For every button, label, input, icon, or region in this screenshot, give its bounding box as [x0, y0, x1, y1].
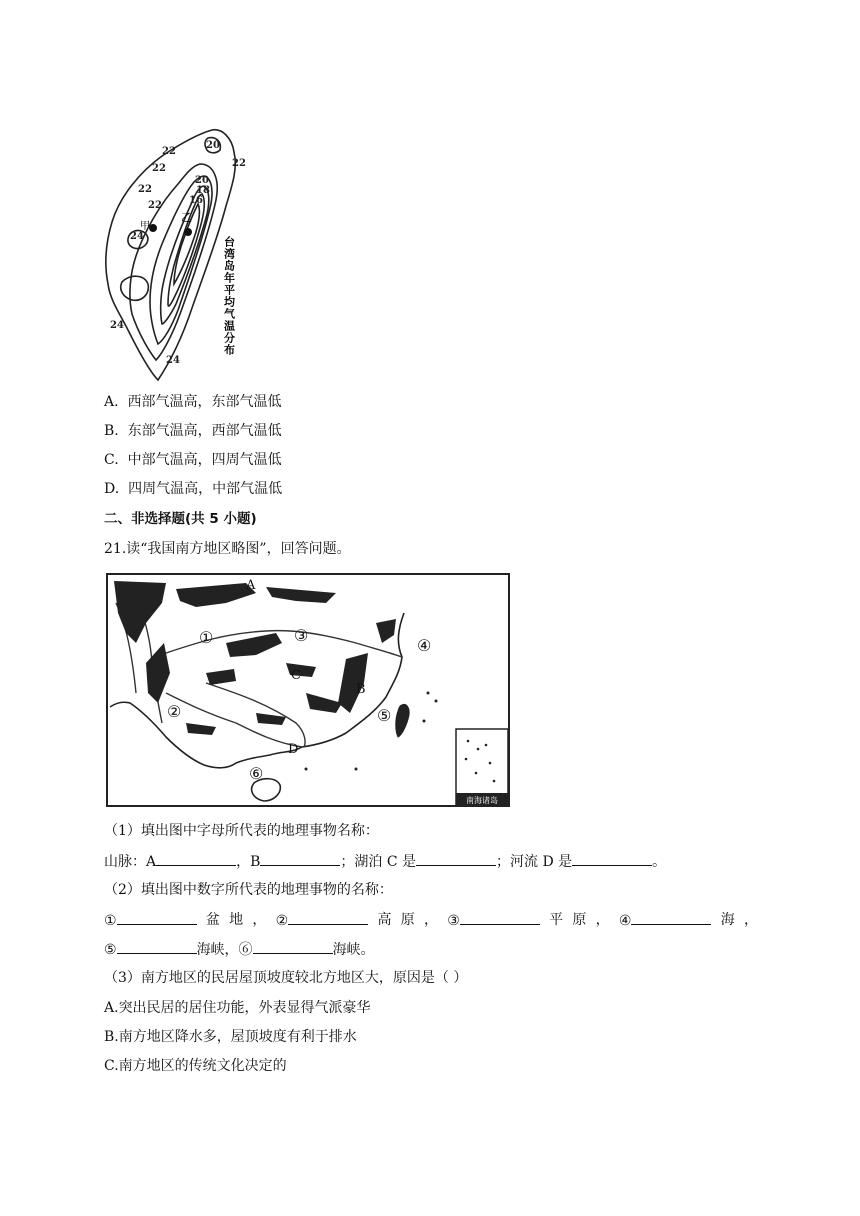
isotherm-label: 24 — [110, 320, 124, 331]
map-number-1: ① — [199, 628, 214, 647]
option-letter: B. — [104, 1029, 119, 1045]
q21-part1-prompt: （1）填出图中字母所代表的地理事物名称： — [104, 823, 379, 839]
q21-part3-option-c — [104, 1056, 287, 1076]
map-number-2: ② — [167, 702, 182, 721]
island-dot — [427, 692, 430, 695]
q21-part3-option-b — [104, 1027, 357, 1047]
fill-text: ， — [595, 912, 610, 928]
isotherm-label: 18 — [196, 185, 210, 196]
answer-blank-d[interactable] — [572, 851, 652, 866]
option-text: 东部气温高，西部气温低 — [127, 423, 282, 439]
q20-option-a — [104, 392, 281, 412]
fill-text: ， — [743, 912, 758, 928]
inset-island-dot — [465, 758, 468, 761]
q21-part3-prompt: （3）南方地区的民居屋顶坡度较北方地区大，原因是（ ） — [104, 970, 468, 986]
option-letter: D. — [104, 481, 120, 497]
map-number-5: ⑤ — [377, 706, 392, 725]
map-number-6: ⑥ — [249, 764, 264, 783]
point-jia-label: 甲 — [140, 221, 150, 232]
q21-part2-row2 — [104, 939, 375, 960]
answer-blank-3[interactable] — [460, 910, 540, 925]
fill-text: ② — [275, 913, 289, 929]
inset-island-dot — [489, 762, 492, 765]
taiwan-temperature-map — [100, 124, 260, 386]
isotherm-label: 22 — [148, 200, 162, 211]
inset-label: 南海诸岛 — [466, 796, 498, 805]
fill-text: 。 — [652, 854, 667, 870]
fill-text: 地 — [229, 912, 244, 928]
section-title: 二、非选择题(共 5 小题) — [104, 511, 257, 527]
inset-island-dot — [485, 744, 488, 747]
option-text: 南方地区的传统文化决定的 — [118, 1058, 287, 1074]
point-yi-label: 乙 — [181, 211, 192, 224]
fill-text: ① — [104, 913, 117, 929]
map-number-4: ④ — [417, 636, 432, 655]
fill-text: ；湖泊 C 是 — [340, 854, 417, 870]
isotherm-label: 20 — [206, 140, 220, 151]
fill-text: 盆 — [205, 912, 220, 928]
isotherm-label: 22 — [162, 146, 176, 157]
option-letter: C. — [104, 452, 119, 468]
fill-text: 海 — [720, 912, 735, 928]
isotherm-label: 22 — [138, 184, 152, 195]
fill-text: 海峡。 — [332, 942, 375, 958]
q21-part3-option-a — [104, 998, 371, 1018]
taiwan-map-caption: 台湾岛年平均气温分布 — [222, 236, 236, 356]
option-text: 西部气温高，东部气温低 — [127, 394, 282, 410]
island-dot — [355, 768, 358, 771]
q21-part2-prompt: （2）填出图中数字所代表的地理事物的名称： — [104, 882, 393, 898]
isotherm-label: 22 — [232, 158, 246, 169]
fill-text: 山脉：A — [104, 854, 157, 870]
option-letter: A. — [104, 1000, 119, 1016]
fill-text: ， — [423, 912, 438, 928]
isotherm-label: 24 — [130, 231, 144, 242]
map-letter-d: D — [288, 742, 299, 757]
map-number-3: ③ — [294, 626, 309, 645]
fill-text: ⑤ — [104, 942, 117, 958]
answer-blank-6[interactable] — [253, 939, 333, 954]
isotherm-label: 20 — [195, 175, 209, 186]
q20-option-d — [104, 479, 282, 499]
fill-text: 高 — [377, 912, 392, 928]
option-text: 中部气温高，四周气温低 — [127, 452, 282, 468]
island-dot — [423, 720, 426, 723]
q21-part1-line — [104, 851, 666, 872]
map-letter-a: A — [246, 578, 256, 593]
inset-island-dot — [467, 740, 470, 743]
answer-blank-1[interactable] — [117, 910, 197, 925]
fill-text: 平 — [549, 912, 564, 928]
answer-blank-5[interactable] — [117, 939, 197, 954]
fill-text: 原 — [400, 912, 415, 928]
fill-text: ， — [252, 912, 267, 928]
island-dot — [305, 768, 308, 771]
point-yi-marker — [184, 228, 192, 236]
isotherm-label: 24 — [166, 355, 180, 366]
option-letter: A. — [104, 394, 119, 410]
answer-blank-4[interactable] — [631, 910, 711, 925]
inset-island-dot — [477, 748, 480, 751]
q20-option-b — [104, 421, 282, 441]
southwest-isotherm-24 — [121, 276, 149, 300]
fill-text: ③ — [447, 913, 460, 929]
option-text: 南方地区降水多，屋顶坡度有利于排水 — [118, 1029, 357, 1045]
answer-blank-c[interactable] — [416, 851, 496, 866]
inset-island-dot — [493, 780, 496, 783]
island-dot — [435, 700, 438, 703]
fill-text: ；河流 D 是 — [496, 854, 573, 870]
inset-island-dot — [475, 772, 478, 775]
q21-stem: 21.读“我国南方地区略图”，回答问题。 — [104, 541, 351, 557]
isotherm-label: 16 — [189, 195, 203, 206]
option-letter: C. — [104, 1058, 119, 1074]
map-letter-c: C — [291, 668, 301, 683]
answer-blank-a[interactable] — [156, 851, 236, 866]
option-letter: B. — [104, 423, 119, 439]
option-text: 四周气温高，中部气温低 — [128, 481, 283, 497]
answer-blank-2[interactable] — [288, 910, 368, 925]
point-jia-marker — [149, 224, 157, 232]
south-china-map — [106, 573, 510, 807]
q20-option-c — [104, 450, 282, 470]
q21-part2-row1 — [104, 910, 758, 931]
map-letter-b: B — [356, 682, 366, 697]
fill-text: 海峡，⑥ — [196, 942, 253, 958]
isotherm-label: 22 — [152, 163, 166, 174]
fill-text: ，B — [236, 854, 261, 870]
fill-text: 原 — [572, 912, 587, 928]
answer-blank-b[interactable] — [260, 851, 340, 866]
option-text: 突出民居的居住功能，外表显得气派豪华 — [118, 1000, 371, 1016]
fill-text: ④ — [618, 913, 632, 929]
